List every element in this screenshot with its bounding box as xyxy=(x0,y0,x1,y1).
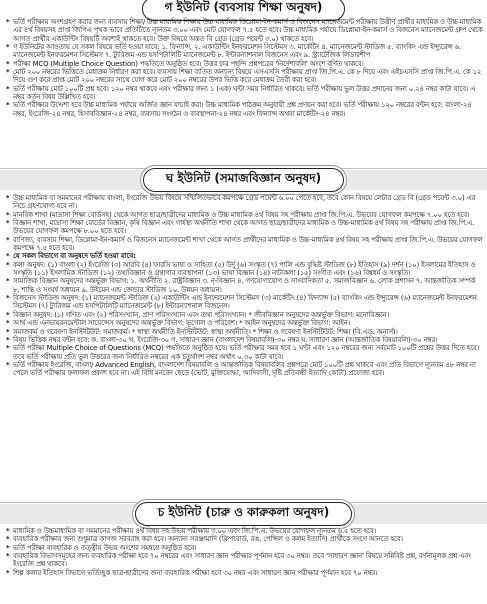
list-item: * বিজ্ঞান অনুষদ: (১) গণিত এবং (২) পরিসংখ্যান, প্রাণ পরিসংখ্যান এবং তথ্য পরিসংখ্যান। * জীববিজ্ঞান অনুষদের অন্তর্ভুক্ত বিভাগ: মনোবিজ্ঞান। xyxy=(5,311,483,319)
list-item: * গ ইউনিটের আওতায় যে সকল বিষয়ে ভর্তি হওয়া যাবে: ১. ফিন্যান্স, ২. একাউন্টিং ইনফরমেশন সিস্টেমস ৩. মার্কেটিং ৪. ম্যানেজমেন্ট স্টাডিজ ৫. ব্যাংকিং এন্ড ইন্স্যুরেন্স ৬. ম্যানেজমেন্ট ইনফরমেশন সিস্টেমস ৭. ট্যুরিজম এন্ড হসপিটালিটি ম্যানেজমেন্ট ৮. ইন্টারন্যাশনাল বিজনেস এবং ৯. স্ট্র্যাটেজিক লিডারশীপ xyxy=(5,43,483,60)
list-item: * সামাজিক বিজ্ঞান অনুষদের অন্তর্ভুক্ত বিভাগ: ১. অর্থনীতি ২. রাষ্ট্রবিজ্ঞান ৩. নৃ-বিজ্ঞান ৪. গণযোগাযোগ ও সাংবাদিকতা ৫. সমাজবিজ্ঞান ৬. লোক প্রশাসন ৭. আন্তর্জাতিক সম্পর্ক ৮. শান্তি ও সংঘর্ষ অধ্যয়ন ৯. উইমেন এন্ড জেন্ডার স্টাডিজ ১০. উন্নয়ন অধ্যয়ন। xyxy=(5,277,483,294)
list-item: * ভর্তি পরীক্ষার উদ্দেশ্য হবে উচ্চ মাধ্যমিক পর্যায়ে অর্জিত জ্ঞান যাচাই করা। উচ্চ মাধ্যমিক পাঠক্রম অনুযায়ী প্রশ্ন প্রণয়ন করা হবে। ভর্তি পরীক্ষায় ১২০ নম্বরের বন্টন হবে: বাংলা-২৪ নম্বর, ইংরেজি-২৪ নম্বর, হিসাববিজ্ঞান-২৪ নম্বর, ব্যবসায় সংগঠন ও ব্যবস্থাপনা-২৪ নম্বর এবং ফিন্যান্স অথবা মার্কেটিং-২৪ নম্বর। xyxy=(5,101,483,118)
unit-cha-header xyxy=(0,504,487,524)
list-item: * বিজনেস স্টাডিজ অনুষদ: (১) ম্যানেজমেন্ট স্টাডিজ (২) একাউন্টিং এন্ড ইনফরমেশন সিস্টেমস (৩) মার্কেটিং (৪) ফিন্যান্স (৫) ব্যাংকিং এন্ড ইন্স্যুরেন্স (৬) ম্যানেজমেন্ট ইনফরমেশন সিস্টেমস (৭) ট্যুরিজম এন্ড হসপিটালিটি ম্যানেজমেন্ট (৮) ইন্টারন্যাশনাল বিজনেস। xyxy=(5,294,483,311)
list-item: * মোট ২০০ নম্বরের ভিত্তিতে মেধাক্রম নির্ধারণ করা হবে। ব্যবসায় শিক্ষা ব্যতিত অন্যান্য বিষয়ে এসএসসি পরীক্ষায় প্রাপ্ত জি.পি.এ. কে ৮ দিয়ে এবং এইচএসসি প্রাপ্ত জি.পি.এ. কে ১২ দিয়ে গুণ করে প্রাপ্ত মোট ২০০ নম্বরের সাথে যোগ করে মোট ২০০ নম্বরের উপর ভিত্তি করে মেধাক্রম তৈরী করা হবে। xyxy=(5,68,483,85)
unit-ga-body xyxy=(5,18,483,118)
list-item: * মাধ্যমিক ও উচ্চমাধ্যমিক বা সমমানের পরীক্ষায় ৪র্থ বিষয় সহ উভয় পরীক্ষায় ৩.০০ এবং জি.পি.এ. উভয়ের যোগফল ন্যূনতম ৬.৫ হতে হবে। xyxy=(5,527,483,535)
list-item: * মানবিক শাখা (মাদ্রাসা শিক্ষা বোর্ডসহ) থেকে আগত ছাত্র/ছাত্রীদের মাধ্যমিক ও উচ্চ মাধ্যমিক ৪র্থ বিষয় সহ পরীক্ষায় প্রাপ্ত জি.পি.এ. উভয়ের যোগফল কমপক্ষে ৭.০০ হতে হবে। xyxy=(5,211,483,219)
unit-ga-header xyxy=(0,1,487,17)
list-item: * ভর্তি পরীক্ষায় ইংরেজি, বাংলা/ Advanced English, বাংলাদেশ বিষয়াবলি ও আন্তর্জাতিক বিষয়াবলির প্রশ্নপত্রে মোট ১০০টি প্রশ্ন থাকবে এবং প্রতি বিভাগে ন্যূনতম ৪৮ নম্বর না পেলে ভর্তি পরীক্ষার ফলাফল প্রকাশ হবে না। এই বিধি মনবেদ ছেড়ে (ভোট, মুক্তিযোদ্ধা, আদিবাসী, দৃষ্টি প্রতিবন্ধী ইত্যাদি কোটা) প্রযোজ্য হবে। xyxy=(5,361,483,378)
unit-ga-title: গ ইউনিট (ব্যবসায় শিক্ষা অনুষদ) xyxy=(142,0,346,21)
unit-cha-body xyxy=(5,527,483,577)
list-item: * ব্যবহারিক বিভাগসমূহের জন্য ব্যবহারিক পরীক্ষা হবে ৭০ নম্বরের এবং সাধারণ জ্ঞান পরীক্ষার পূর্ণমান হবে ৩০ নম্বর। তবে 'সাধারণ জ্ঞান' বিষয়ে সন্নিবিষ্ট প্রশ্ন, বর্ণনামূলক প্রশ্ন এবং ইংরেজি প্রশ্ন থাকবে। xyxy=(5,552,483,569)
unit-gha-body xyxy=(5,194,483,378)
list-item: * পরীক্ষা MCQ (Multiple Choice Question) পদ্ধতিতে অনুষ্ঠিত হবে। উত্তর চার পছন্দি প্রশ্নপত্রের 'নির্দেশাবলি' অংশে বর্ণিত থাকবে। xyxy=(5,60,483,68)
list-item: * কলা অনুষদ: (১) বাংলা (২) ইংরেজি (৩) আরবি (৪) ফারসি ভাষা ও সাহিত্য (৫) উর্দু (৬) সংস্কৃত (৭) পালি এন্ড বুদ্ধিষ্ট স্টাডিজ (৮) ইতিহাস (৯) দর্শন (১০) ইসলামের ইতিহাস ও সংস্কৃতি (১১) ইসলামিক স্টাডিজ (১২) তথ্যবিজ্ঞান ও গ্রন্থাগার ব্যবস্থাপনা (১৩) ভাষা বিজ্ঞান (১৪) নাট্যকলা (১৫) সংগীত এবং (১৬) বিশ্বধর্ম ও সংস্কৃতি। xyxy=(5,261,483,278)
unit-cha-title: চ ইউনিট (চারু ও কারুকলা অনুষদ) xyxy=(135,502,352,526)
list-item: * বাণিজ্য, ব্যবসায় শিক্ষা, ডিপ্লোমা-ইন-কমার্স ও বিজনেস ম্যানেজমেন্ট শাখা থেকে আগত প্রার্থীদের মাধ্যমিক ও উচ্চ-মাধ্যমিক ৪র্থ বিষয় সহ পরীক্ষায় প্রাপ্ত জি.পি.এ. উভয়ের যোগফল কমপক্ষে ৭.৫ হতে হবে। xyxy=(5,236,483,253)
list-item: * বিজ্ঞান শাখা, মাদ্রাসা শিক্ষা বোর্ডের বিজ্ঞান, কৃষি বিজ্ঞান এবং গার্হস্থ্য অর্থনীতি শাখা থেকে আগত ছাত্র/ছাত্রীদের মাধ্যমিক ও উচ্চ-মাধ্যমিক ৪র্থ বিষয় সহ পরীক্ষায় প্রাপ্ত জি.পি.এ. উভয়ের যোগফল কমপক্ষে ৮.০০ হতে হবে। xyxy=(5,219,483,236)
list-item: * বিষয় ভিত্তিক নম্বর বন্টন হবে: ক. বাংলা-৩০ খ. ইংরেজি-৩০ গ. সাধারণ জ্ঞান (বাংলাদেশ বিষয়াবলি)-৩০ নম্বর ঘ. সাধারণ জ্ঞান (আন্তর্জাতিক বিষয়াবলি)-৩০ নম্বর। xyxy=(5,336,483,344)
list-item: * ভর্তি পরীক্ষায় মোট ১০০টি প্রশ্ন হবে। ১২০ নম্বর থাকবে এবং পরীক্ষার জন্য ১ (এক) ঘন্টা সময় নির্ধারিত থাকবে। ভর্তি পরীক্ষায় ভুল উত্তর প্রদানের জন্য ০.২৪ নম্বর কাটা যাবে। এ নম্বর কর্তন বিষয় উল্লিখিত হবে। xyxy=(5,85,483,102)
list-item: * ব্যবহারিক পরীক্ষার জন্য শুধুমাত্র কাগজ সরবরাহ করা হবে। অন্যান্য সরঞ্জামাদি (ক্লিপবোর্ড, রঙ, পেন্সিল ও কলম ইত্যাদি) প্রার্থীকে সংগে আনতে হবে। xyxy=(5,535,483,543)
list-item: * ভর্তি পরীক্ষা Multiple Choice of Questions (MCQ) পদ্ধতিতে অনুষ্ঠিত হবে। ভর্তি পরীক্ষার সময় হবে ১ ঘণ্টা এবং ১২০ নম্বরের জন্য সর্বমোট ১০০টি প্রশ্নের উত্তর দিতে হবে। তবে ভর্তি পরীক্ষায় প্রতি ভুল উত্তরের জন্য নির্ধারিত নম্বরের এক চতুর্থাংশ নম্বর অর্থাৎ ০.৩০ কাটা যাবে। xyxy=(5,344,483,361)
list-item: * উচ্চ মাধ্যমিক বা সমমানের পরীক্ষায় বাংলা, ইংরেজি উভয় বিষয়ে সম্মিলিতভাবে কমপক্ষে গ্রেড পয়েন্ট ৬.০০ পেতে হবে, তবে কোন বিষয়ে লেটার গ্রেড বি (গ্রেড পয়েন্ট ৩.০) এর নিচে গ্রহণযোগ্য হবে না। xyxy=(5,194,483,211)
list-item: * ভর্তি পরীক্ষায় অংশগ্রহণ করার জন্য ব্যবসায় শিক্ষা/ উচ্চ মাধ্যমিক শিক্ষায় উচ্চ মাধ্যমিক ডিপ্লোমা-ইন-কমার্স ও বিজনেস ম্যানেজমেন্ট পরীক্ষায় উত্তীর্ণ প্রার্থীর মাধ্যমিক ও উচ্চ মাধ্যমিক এর ৪র্থ বিষয়সহ প্রাপ্ত জিপিএ পৃথক ভাবে প্রতিটিতে ন্যূনতম ৩.০০ এবং মোট যোগফল ৭.৫ হতে হবে। উচ্চ মাধ্যমিক পর্যায়ে ডিপ্লোমা-ইন-কমার্স ও বিজনেস ম্যানেজমেন্ট গ্রুপ থেকে আগত প্রার্থীর একাউন্টিং বিষয়টি অবশ্যই থাকতে হবে। উক্ত বিষয়ে অন্তত বি গ্রেড (গ্রেড পয়েন্ট ৩.০) থাকতে হবে। xyxy=(5,18,483,43)
list-item: * ভর্তি পরীক্ষা ব্যবহারিক ও তত্ত্বীয় উভয় অংশের সমন্বয়ে অনুষ্ঠিত হবে। xyxy=(5,544,483,552)
unit-gha-header xyxy=(0,170,487,190)
list-item: * যে সকল বিভাগে বা অনুষদে ভর্তি হওয়া যাবে: xyxy=(5,252,483,260)
list-item: * শিল্প কলার ইতিহাস বিভাগে ভর্তিচ্ছুক ছাত্র-ছাত্রীদের জন্য ব্যবহারিক পরীক্ষা হবে ৩০ নম্বর এবং সাধারণ জ্ঞান পরীক্ষার পূর্ণমান হবে ৭০ নম্বর। xyxy=(5,569,483,577)
list-item: * আর্থ এন্ড এনভায়রনমেন্টাল সায়েন্সেস অনুষদের অন্তর্ভুক্ত বিভাগ: ভূগোল ও পরিবেশ। * আইন অনুষদের অন্তর্ভুক্ত বিভাগ: আইন। xyxy=(5,319,483,327)
list-item: * সমাজকর্ম ও গবেষণা ইনস্টিটিউট: সমাজকর্ম। * স্বাস্থ্য অর্থনীতি ইনস্টিটিউট: স্বাস্থ্য অর্থনীতি। * শিক্ষা ও গবেষণা ইনস্টিটিউট: শিক্ষা (বি.এড. অনার্স)। xyxy=(5,328,483,336)
unit-gha-title: ঘ ইউনিট (সমাজবিজ্ঞান অনুষদ) xyxy=(143,168,344,192)
